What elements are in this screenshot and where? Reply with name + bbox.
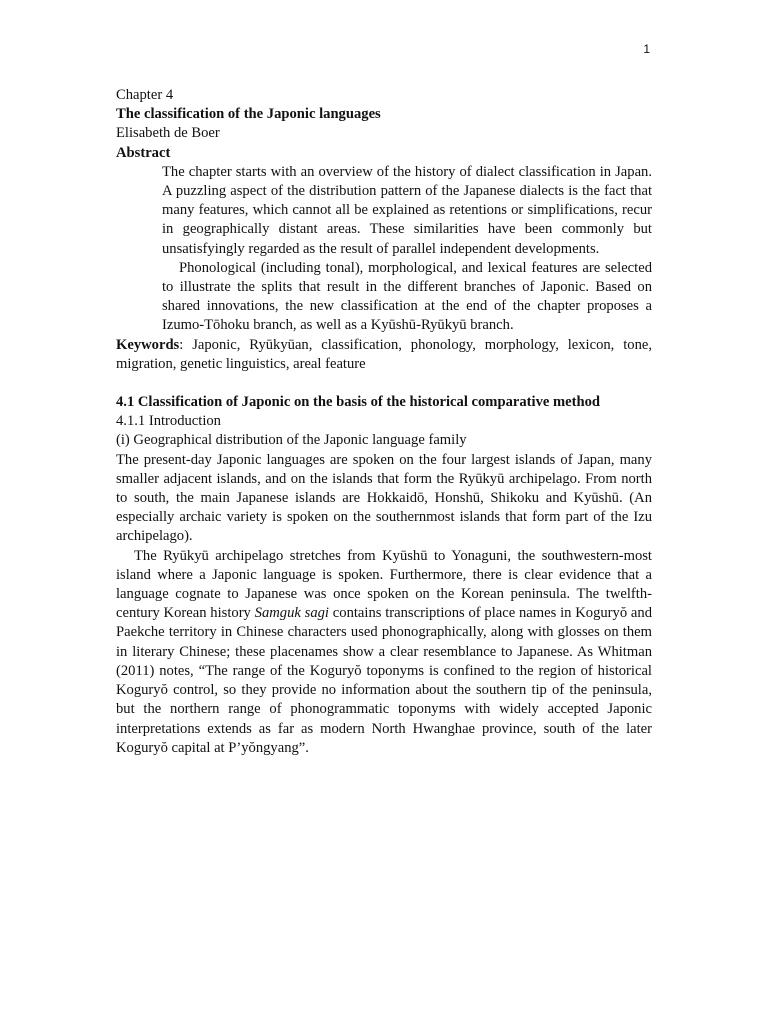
subsubsection-heading: (i) Geographical distribution of the Japonic language family [116,432,467,449]
abstract-paragraph-1: The chapter starts with an overview of the history of dialect classification in Japan. A puzzling aspect of the distribution pattern of the Japanese dialects is the fact that many features, which cannot all be explained as retentions or simplifications, recur in geographically distant areas. These similarities have been commonly but unsatisfyingly regarded as the result of parallel independent developments. [162,163,652,257]
keywords-text: : Japonic, Ryūkyūan, classification, phonology, morphology, lexicon, tone, migration, genetic linguistics, areal feature [116,336,652,372]
page-content [116,86,652,758]
section-heading: 4.1 Classification of Japonic on the basis of the historical comparative method [116,394,601,411]
body-paragraph-2-part-2: contains transcriptions of place names in Koguryŏ and Paekche territory in Chinese characters used phonographically, along with glosses on them in literary Chinese; these placenames show a clear resemblance to Japanese. As Whitman (2011) notes, “The range of the Koguryŏ toponyms is confined to the region of historical Koguryŏ control, so they provide no information about the southern tip of the peninsula, but the northern range of phonogrammatic toponyms with widely accepted Japonic interpretations extends as far as modern North Hwanghae province, south of the later Koguryŏ capital at P’yŏngyang”. [116,605,652,756]
chapter-title: The classification of the Japonic languages [116,106,381,123]
book-title-italic: Samguk sagi [254,605,329,622]
author-name: Elisabeth de Boer [116,125,220,142]
body-paragraph-1: The present-day Japonic languages are spoken on the four largest islands of Japan, many smaller adjacent islands, and on the islands that form the Ryūkyū archipelago. From north to south, the main Japanese islands are Hokkaidō, Honshū, Shikoku and Kyūshū. (An especially archaic variety is spoken on the southernmost islands that form part of the Izu archipelago). [116,451,652,545]
keywords-label: Keywords [116,336,180,353]
body-paragraph-2-part-1: The Ryūkyū archipelago stretches from Kyūshū to Yonaguni, the southwestern-most island where a Japonic language is spoken. Furthermore, there is clear evidence that a language cognate to Japanese was once spoken on the Korean peninsula. The twelfth-century Korean history [116,547,652,622]
subsection-heading: 4.1.1 Introduction [116,413,221,430]
section-spacer [116,374,652,393]
chapter-label: Chapter 4 [116,87,174,103]
abstract-heading: Abstract [116,144,171,161]
keywords-line [116,336,652,374]
body-paragraph-2 [116,547,652,758]
abstract-body [116,163,652,336]
page-number: 1 [643,42,650,56]
abstract-paragraph-2: Phonological (including tonal), morphological, and lexical features are selected to illustrate the splits that result in the different branches of Japonic. Based on shared innovations, the new classification at the end of the chapter proposes a Izumo-Tōhoku branch, as well as a Kyūshū-Ryūkyū branch. [162,259,652,334]
